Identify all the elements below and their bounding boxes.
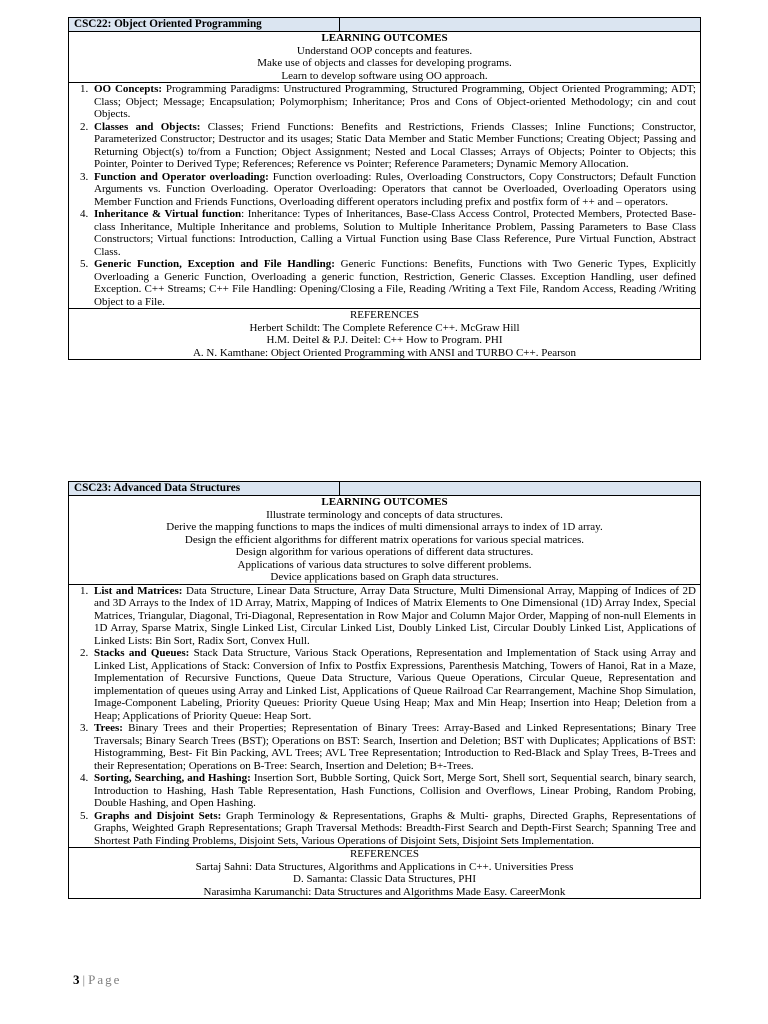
reference-item: A. N. Kamthane: Object Oriented Programming with ANSI and TURBO C++. Pearson bbox=[192, 346, 577, 359]
topic-item bbox=[91, 121, 696, 171]
topic-title: Generic Function, Exception and File Handling: bbox=[94, 258, 335, 270]
topic-title: Trees: bbox=[94, 722, 123, 734]
topic-body: Function overloading: Rules, Overloading Constructors, Copy Constructors; Default Function Arguments vs. Function Overloading. Operator Overloading: Operators that cannot be Overloaded, Overloading Operators using Member Function and Friends Functions, Overloading different operators including prefix and postfix form of ++ and – operators. bbox=[94, 170, 696, 208]
topic-body: Stack Data Structure, Various Stack Operations, Representation and Implementation of Stack using Array and Linked List, Applications of Stack: Conversion of Infix to Postfix Expressions, Parenthesis Matching, Towers of Hanoi, Rat in a Maze, Implementation of Recursive Functions, Queue Data Structure, Various Queue Operations, Circular Queue, Representation and implementation of queues using Array and Linked List, Applications of Queue Railroad Car Rearrangement, Machine Shop Simulation, Image-Component Labeling, Priority Queues: Priority Queue Using Heap; Max and Min Heap; Insertion into Heap; Deletion from a Heap; Applications of Priority Queue: Heap Sort. bbox=[94, 647, 697, 722]
course-table-csc22 bbox=[68, 17, 701, 360]
learning-outcomes-heading: LEARNING OUTCOMES bbox=[321, 32, 448, 44]
outcome-item: Device applications based on Graph data structures. bbox=[270, 571, 499, 583]
topic-item bbox=[91, 585, 696, 648]
course-table-csc23 bbox=[68, 481, 701, 899]
topic-title: Classes and Objects: bbox=[94, 120, 201, 133]
reference-item: H.M. Deitel & P.J. Deitel: C++ How to Program. PHI bbox=[266, 334, 503, 346]
page-footer bbox=[73, 972, 121, 988]
topic-title: Sorting, Searching, and Hashing: bbox=[94, 772, 251, 784]
outcome-item: Understand OOP concepts and features. bbox=[296, 44, 473, 57]
outcome-item: Applications of various data structures to solve different problems. bbox=[237, 558, 532, 571]
reference-item: Narasimha Karumanchi: Data Structures and Algorithms Made Easy. CareerMonk bbox=[203, 885, 566, 898]
topic-title: Graphs and Disjoint Sets: bbox=[94, 809, 222, 822]
topic-item bbox=[91, 83, 696, 121]
header-blank-cell bbox=[340, 18, 701, 32]
course-title: CSC23: Advanced Data Structures bbox=[69, 482, 340, 496]
topic-body: Insertion Sort, Bubble Sorting, Quick Sort, Merge Sort, Shell sort, Sequential search, binary search, Introduction to Hashing, Hash Table Representation, Hash Functions, Collision and Overflows, Linear Probing, Random Probing, Double Hashing, and Open Hashing. bbox=[94, 772, 696, 809]
topic-body: Classes; Friend Functions: Benefits and Restrictions, Friends Classes; Inline Functions; Constructor, Parameterized Constructor; Destructor and its usages; Static Data Member and Static Member Functions; Creating Object; Passing and Returning Object(s) to/from a Function; Object Assignment; Nested and Local Classes; Arrays of Objects; Pointer to Objects; this Pointer, Pointer to Derived Type; References; Reference vs Pointer; Reference Parameters; Dynamic Memory Allocation. bbox=[94, 120, 696, 170]
outcome-item: Design the efficient algorithms for different matrix operations for various special matrices. bbox=[184, 533, 585, 546]
topic-item bbox=[91, 208, 696, 258]
page-label: Page bbox=[88, 972, 122, 987]
topics-list bbox=[69, 584, 701, 848]
reference-item: Sartaj Sahni: Data Structures, Algorithms and Applications in C++. Universities Press bbox=[195, 860, 574, 873]
topic-title: List and Matrices: bbox=[94, 584, 183, 597]
page-number: 3 bbox=[73, 972, 80, 987]
topic-body: Binary Trees and their Properties; Representation of Binary Trees: Array-Based and Linked Representations; Binary Tree Traversals; Binary Search Trees (BST); Operations on BST: Search, Insertion and Deletion; BST with Duplicates; Applications of BST: Histogramming, Best- Fit Bin Packing, AVL Trees; AVL Tree Representation; Introduction to Red-Black and Splay Trees, B-Trees and their Representation; Operations on B-Tree: Search, Insertion and Deletion; B+-Trees. bbox=[94, 722, 696, 772]
learning-outcomes bbox=[69, 32, 701, 83]
learning-outcomes-heading: LEARNING OUTCOMES bbox=[321, 496, 448, 508]
outcome-item: Learn to develop software using OO approach. bbox=[281, 69, 488, 82]
footer-separator: | bbox=[82, 972, 86, 987]
course-title: CSC22: Object Oriented Programming bbox=[69, 18, 340, 32]
topic-body: : Inheritance: Types of Inheritances, Base-Class Access Control, Protected Members, Protected Base-class Inheritance, Multiple Inheritance and problems, Solution to Multiple Inheritance Problem, Passing Parameters to Base Class Constructors; Virtual functions: Introduction, Calling a Virtual Function using Base Class Reference, Pure Virtual Function, Abstract Class. bbox=[94, 208, 697, 258]
topics-list bbox=[69, 83, 701, 309]
topic-title: Inheritance & Virtual function bbox=[94, 208, 242, 220]
topic-item bbox=[91, 772, 696, 810]
topic-item bbox=[91, 258, 696, 308]
topic-title: Function and Operator overloading: bbox=[94, 170, 269, 183]
topic-body: Data Structure, Linear Data Structure, Array Data Structure, Multi Dimensional Array, Mapping of Indices of 2D and 3D Arrays to the Index of 1D Array, Matrix, Mapping of Indices of Matrix Elements to One Dimensional (1D) Array Index, Special Matrices, Triangular, Diagonal, Tri-Diagonal, Representation in Row Major and Column Major Order, Mapping of non-null Elements in 1D Array, Sparse Matrix, Single Linked List, Circular Linked List, Doubly Linked List, Circular Doubly Linked List, Applications of Linked Lists: Bin Sort, Radix Sort, Convex Hull. bbox=[94, 584, 696, 647]
header-blank-cell bbox=[340, 482, 701, 496]
reference-item: D. Samanta: Classic Data Structures, PHI bbox=[293, 873, 476, 885]
outcome-item: Make use of objects and classes for developing programs. bbox=[257, 57, 512, 69]
outcome-item: Derive the mapping functions to maps the indices of multi dimensional arrays to index of 1D array. bbox=[166, 521, 603, 533]
references-heading: REFERENCES bbox=[349, 848, 420, 860]
topic-title: OO Concepts: bbox=[94, 83, 163, 95]
topic-body: Programming Paradigms: Unstructured Programming, Structured Programming, Object Oriented Programming; ADT; Class; Object; Message; Encapsulation; Polymorphism; Inheritance; Pros and Cons of Object-oriented Methodology; cin and cout Objects. bbox=[94, 83, 696, 120]
outcome-item: Design algorithm for various operations of different data structures. bbox=[235, 546, 534, 558]
topic-title: Stacks and Queues: bbox=[94, 647, 190, 659]
topic-item bbox=[91, 647, 696, 722]
topic-item bbox=[91, 810, 696, 848]
references-heading: REFERENCES bbox=[349, 309, 420, 321]
learning-outcomes bbox=[69, 496, 701, 585]
outcome-item: Illustrate terminology and concepts of data structures. bbox=[266, 508, 503, 521]
topic-item bbox=[91, 171, 696, 209]
topic-body: Graph Terminology & Representations, Graphs & Multi- graphs, Directed Graphs, Representations of Graphs, Weighted Graph Representations; Graph Traversal Methods: Breadth-First Search and Depth-First Search; Spanning Tree and Shortest Path Finding Problems, Disjoint Sets, Various Operations of Disjoint Sets, Disjoint Sets Implementation. bbox=[94, 809, 696, 847]
references bbox=[69, 309, 701, 360]
reference-item: Herbert Schildt: The Complete Reference C++. McGraw Hill bbox=[249, 321, 520, 334]
topic-item bbox=[91, 722, 696, 772]
references bbox=[69, 848, 701, 899]
topic-body: Generic Functions: Benefits, Functions with Two Generic Types, Explicitly Overloading a Generic Function, Overloading a generic function, Restriction, Generic Classes. Exception Handling, user defined Exception. C++ Streams; C++ File Handling: Opening/Closing a File, Reading /Writing a Text File, Random Access, Reading /Writing Object to a File. bbox=[94, 258, 697, 308]
